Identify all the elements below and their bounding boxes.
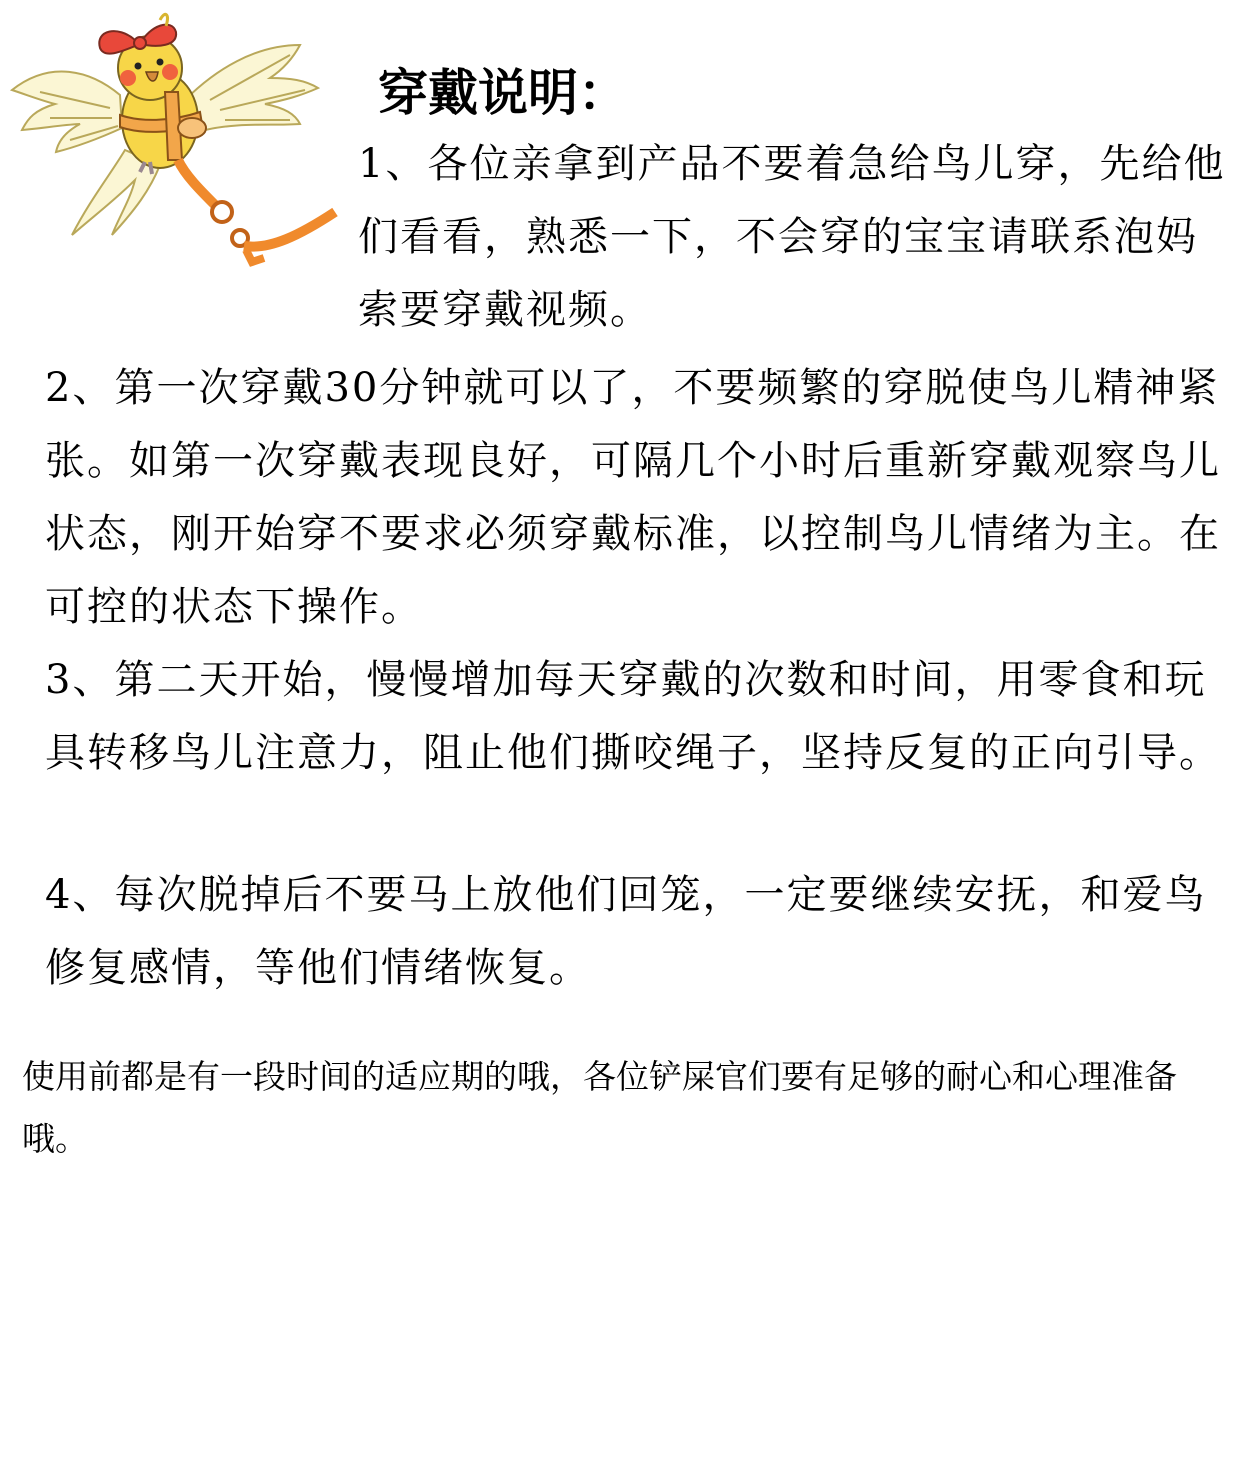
leash	[178, 160, 335, 262]
left-wing	[12, 71, 122, 152]
page-title: 穿戴说明：	[378, 64, 628, 122]
adaptation-note: 使用前都是有一段时间的适应期的哦，各位铲屎官们要有足够的耐心和心理准备哦。	[22, 1057, 1177, 1158]
instruction-step-1: 1、各位亲拿到产品不要着急给鸟儿穿，先给他们看看，熟悉一下，不会穿的宝宝请联系泡妈索要穿戴视频。	[358, 141, 1226, 333]
instruction-step-4: 4、每次脱掉后不要马上放他们回笼，一定要继续安抚，和爱鸟修复感情，等他们情绪恢复。	[45, 872, 1207, 991]
bird-harness-illustration	[0, 0, 345, 275]
left-cheek	[120, 70, 136, 86]
right-wing	[185, 45, 318, 130]
right-cheek	[162, 64, 178, 80]
instruction-step-2: 2、第一次穿戴30分钟就可以了，不要频繁的穿脱使鸟儿精神紧张。如第一次穿戴表现良好，可隔几个小时后重新穿戴观察鸟儿状态，刚开始穿不要求必须穿戴标准，以控制鸟儿情绪为主。在可控的状态下操作。	[45, 365, 1221, 630]
instruction-step-3: 3、第二天开始，慢慢增加每天穿戴的次数和时间，用零食和玩具转移鸟儿注意力，阻止他们撕咬绳子，坚持反复的正向引导。	[45, 657, 1221, 776]
